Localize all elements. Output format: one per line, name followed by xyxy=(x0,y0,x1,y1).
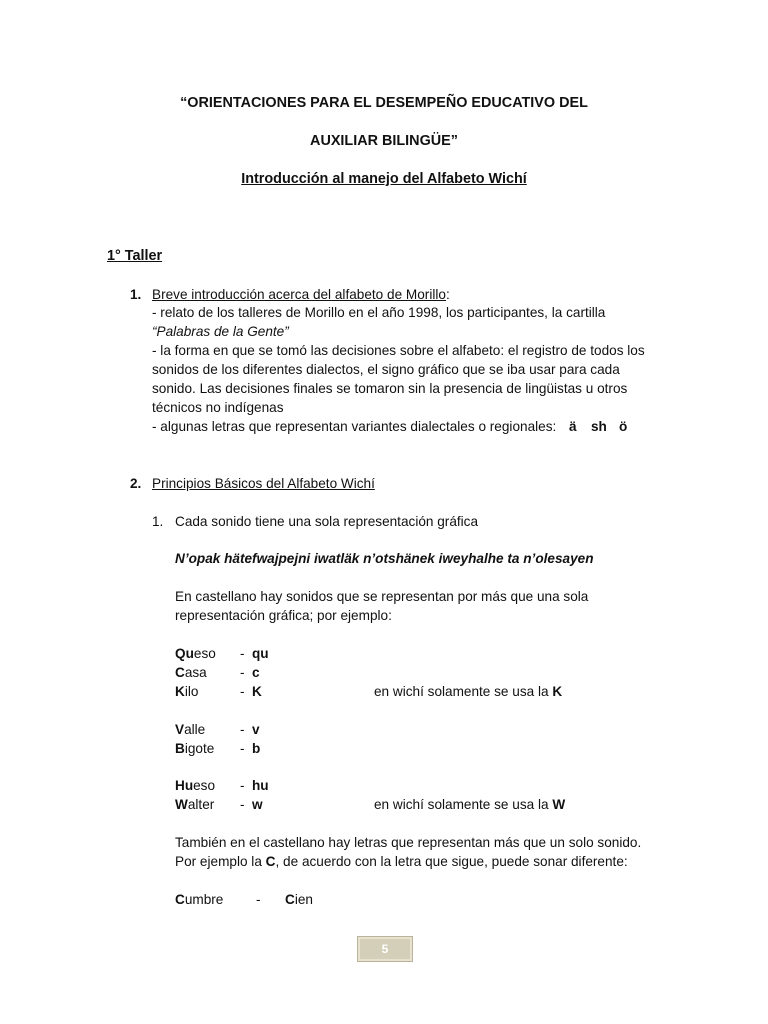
pair-right-grapheme: C xyxy=(285,892,295,907)
example-word xyxy=(175,663,207,682)
document-title-line-1: “ORIENTACIONES PARA EL DESEMPEÑO EDUCATIVO DEL xyxy=(180,95,588,111)
example-note-letter: W xyxy=(552,797,566,812)
variant-letter: sh xyxy=(591,419,607,434)
page-number-badge: 5 xyxy=(357,936,413,962)
document-subtitle xyxy=(0,170,768,189)
example-word-rest: alle xyxy=(184,722,206,737)
example-word-grapheme: Hu xyxy=(175,778,194,793)
also-line-2 xyxy=(175,852,628,871)
example-word xyxy=(175,795,214,814)
item-1-line: - la forma en que se tomó las decisiones sobre el alfabeto: el registro de todos los xyxy=(152,343,645,358)
example-grapheme: v xyxy=(252,722,260,737)
section-heading: 1° Taller xyxy=(107,248,163,264)
example-word-grapheme: Qu xyxy=(175,646,194,661)
item-2-heading: Principios Básicos del Alfabeto Wichí xyxy=(152,476,375,491)
example-dash: - xyxy=(240,778,245,793)
wichi-sentence: N’opak hätefwajpejni iwatläk n’otshänek iweyhalhe ta n’olesayen xyxy=(175,551,594,566)
example-word-grapheme: C xyxy=(175,665,185,680)
example-grapheme: hu xyxy=(252,778,269,793)
also-line-2-letter: C xyxy=(265,854,276,869)
document-title-line-2: AUXILIAR BILINGÜE” xyxy=(310,133,458,149)
example-grapheme: w xyxy=(252,797,263,812)
example-word-grapheme: W xyxy=(175,797,188,812)
pair-dash: - xyxy=(256,892,261,907)
example-note-letter: K xyxy=(552,684,563,699)
item-1-line: sonido. Las decisiones finales se tomaron sin la presencia de lingüistas u otros xyxy=(152,381,628,396)
example-dash: - xyxy=(240,684,245,699)
intro-line: representación gráfica; por ejemplo: xyxy=(175,608,392,623)
pair-right-word xyxy=(285,890,313,909)
example-word-grapheme: B xyxy=(175,741,185,756)
document-subtitle-text: Introducción al manejo del Alfabeto Wichí xyxy=(241,171,527,187)
example-word xyxy=(175,720,205,739)
example-dash: - xyxy=(240,722,245,737)
sub-item-number: 1. xyxy=(152,514,164,529)
example-word-grapheme: K xyxy=(175,684,185,699)
item-1-number: 1. xyxy=(130,287,142,302)
item-1-line: sonidos de los diferentes dialectos, el signo gráfico que se iba usar para cada xyxy=(152,362,620,377)
pair-left-grapheme: C xyxy=(175,892,185,907)
item-2-number: 2. xyxy=(130,476,142,491)
example-word-rest: eso xyxy=(193,646,216,661)
example-grapheme: b xyxy=(252,741,261,756)
also-line-2-start: Por ejemplo la xyxy=(175,854,266,869)
example-note-text: en wichí solamente se usa la xyxy=(374,684,553,699)
item-1-line: técnicos no indígenas xyxy=(152,400,284,415)
also-line-1: También en el castellano hay letras que representan más que un solo sonido. xyxy=(175,835,642,850)
item-1-heading xyxy=(152,285,450,304)
item-1-heading-colon: : xyxy=(445,287,450,302)
example-word-grapheme: V xyxy=(175,722,185,737)
item-1-line: - relato de los talleres de Morillo en el año 1998, los participantes, la cartilla xyxy=(152,305,606,320)
example-word xyxy=(175,739,214,758)
intro-line: En castellano hay sonidos que se representan por más que una sola xyxy=(175,589,589,604)
pair-left-word xyxy=(175,890,223,909)
pair-right-rest: ien xyxy=(294,892,313,907)
item-1-line: - algunas letras que representan variantes dialectales o regionales: xyxy=(152,419,557,434)
sub-item-text: Cada sonido tiene una sola representación gráfica xyxy=(175,514,479,529)
example-word xyxy=(175,644,216,663)
example-word xyxy=(175,682,198,701)
example-dash: - xyxy=(240,646,245,661)
example-word-rest: ilo xyxy=(184,684,199,699)
example-word-rest: eso xyxy=(193,778,216,793)
also-line-2-end: , de acuerdo con la letra que sigue, puede sonar diferente: xyxy=(275,854,628,869)
example-dash: - xyxy=(240,797,245,812)
example-dash: - xyxy=(240,665,245,680)
example-word xyxy=(175,776,215,795)
variant-letter: ä xyxy=(569,419,577,434)
example-grapheme: K xyxy=(252,684,262,699)
pair-left-rest: umbre xyxy=(184,892,224,907)
example-note xyxy=(374,682,562,701)
example-word-rest: igote xyxy=(184,741,215,756)
example-note-text: en wichí solamente se usa la xyxy=(374,797,553,812)
example-word-rest: asa xyxy=(184,665,207,680)
variant-letter: ö xyxy=(619,419,628,434)
item-1-heading-text: Breve introducción acerca del alfabeto de Morillo xyxy=(152,287,446,302)
item-1-line: “Palabras de la Gente” xyxy=(152,324,289,339)
example-grapheme: c xyxy=(252,665,260,680)
example-note xyxy=(374,795,565,814)
example-dash: - xyxy=(240,741,245,756)
example-grapheme: qu xyxy=(252,646,269,661)
example-word-rest: alter xyxy=(187,797,215,812)
